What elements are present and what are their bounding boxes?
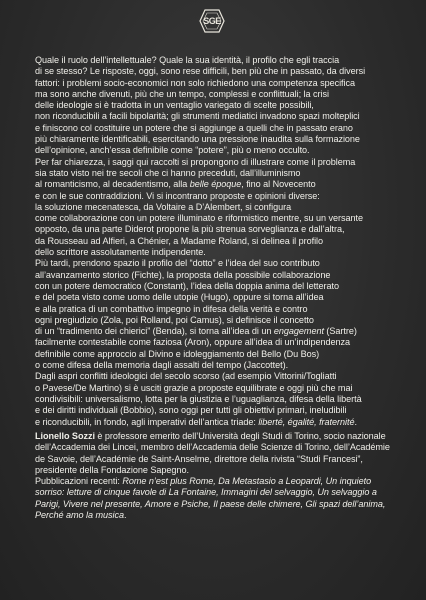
blurb-p1-text-a: Quale il ruolo dell’intellettuale? Quale la sua identità, il profilo che egli traccia di se stesso? Le risposte, oggi, sono rese difficili, ben più che in passato, da diversi fattori: i problemi socio-economici non solo richiedono una competenza specifica ma sono anche divenuti, più che un tempo, complessi e conflittuali; la crisi delle ideologie si è tradotta in un ventaglio variegato di scelte possibili, non riconducibili a facili bipolarità; gli strumenti mediatici invadono spazi molteplici e finiscono col costituire un potere che si aggiunge a quelli che in passato erano più chiaramente identificabili, esercitando una pressione inaudita sulla formazione dell’opinione, anch’essa definibile come “potere”, più o meno occulto. Per far chiarezza, i saggi qui raccolti si propongono di illustrare come il problema sia stato visto nei tre secoli che ci hanno preceduti, dall’illuminismo al romanticismo, al decadentismo, alla — [35, 55, 366, 190]
blurb-p3-italic: liberté, égalité, fraternité — [258, 416, 355, 427]
publications-end: . — [123, 510, 127, 521]
blurb-p3-text-b: . — [354, 416, 357, 427]
blurb-p2-text-b: (Sartre) facilmente contestabile come faziosa (Aron), oppure all’idea di un’indipendenza definibile come approccio al Divino e idoleggiamento del Bello (Du Bos) o come difesa della memoria dagli assalti del tempo (Jaccottet). — [35, 326, 357, 371]
publications-list: Rome n’est plus Rome, Da Metastasio a Leopardi, Un inquieto sorriso: letture di cinque favole di La Fontaine, Immagini del selvaggio, Un selvaggio a Parigi, Vivere nel presente, Amore e Psiche, Il paese delle chimere, Gli spazi dell’anima, Perché amo la musica — [35, 476, 386, 521]
blurb-p1-italic: belle époque — [189, 179, 242, 190]
author-bio — [35, 431, 395, 521]
author-name: Lionello Sozzi — [35, 431, 95, 441]
blurb-p3-text-a: Dagli aspri conflitti ideologici del secolo scorso (ad esempio Vittorini/Togliatti o Pavese/De Martino) si è usciti grazie a proposte equilibrate e oggi più che mai condivisibili: universalismo, lotta per la giustizia e l’uguaglianza, difesa della libertà e dei diritti individuali (Bobbio), sono oggi per tutti gli obiettivi primari, ineludibili e riconducibili, in fondo, agli imperativi dell’antica triade: — [35, 371, 362, 427]
blurb-paragraph-3 — [35, 371, 395, 427]
author-bio-paragraph — [35, 431, 395, 476]
publications-paragraph — [35, 476, 395, 521]
publisher-logo — [197, 8, 227, 34]
author-bio-text: è professore emerito dell’Università degli Studi di Torino, socio nazionale dell’Accademia dei Lincei, membro dell’Accademia delle Scienze di Torino, dell’Académie de Savoie, dell’Académie de Saint-Anselme, direttore della rivista “Studi Francesi”, presidente della Fondazione Sapegno. — [35, 431, 390, 475]
blurb-paragraph-1 — [35, 55, 395, 258]
blurb-text — [35, 55, 395, 428]
publisher-logo-text: SGE — [203, 16, 221, 26]
blurb-p2-text-a: Più tardi, prendono spazio il profilo del “dotto” e l’idea del suo contributo all’avanzamento storico (Fichte), la proposta della possibile collaborazione con un potere democratico (Constant), l’idea della doppia anima del letterato e del poeta visto come uomo delle utopie (Hugo), oppure si torna all’idea e alla pratica di un combattivo impegno in difesa della verità e contro ogni pregiudizio (Zola, poi Rolland, poi Camus), si definisce il concetto di un “tradimento dei chierici” (Benda), si torna all’idea di un — [35, 258, 340, 337]
publications-label: Pubblicazioni recenti: — [35, 476, 123, 487]
blurb-p2-italic: engagement — [273, 326, 324, 337]
blurb-paragraph-2 — [35, 258, 395, 371]
blurb-p1-text-b: , fino al Novecento e con le sue contraddizioni. Vi si incontrano proposte e opinioni diverse: la soluzione mecenatesca, da Voltaire a D’Alembert, si configura come collaborazione con un potere illuminato e riformistico mentre, su un versante opposto, da una parte Diderot propone la più strenua sorveglianza e dall’altra, da Rousseau ad Alfieri, a Chénier, a Madame Roland, si delinea il profilo dello scrittore assolutamente indipendente. — [35, 179, 363, 258]
